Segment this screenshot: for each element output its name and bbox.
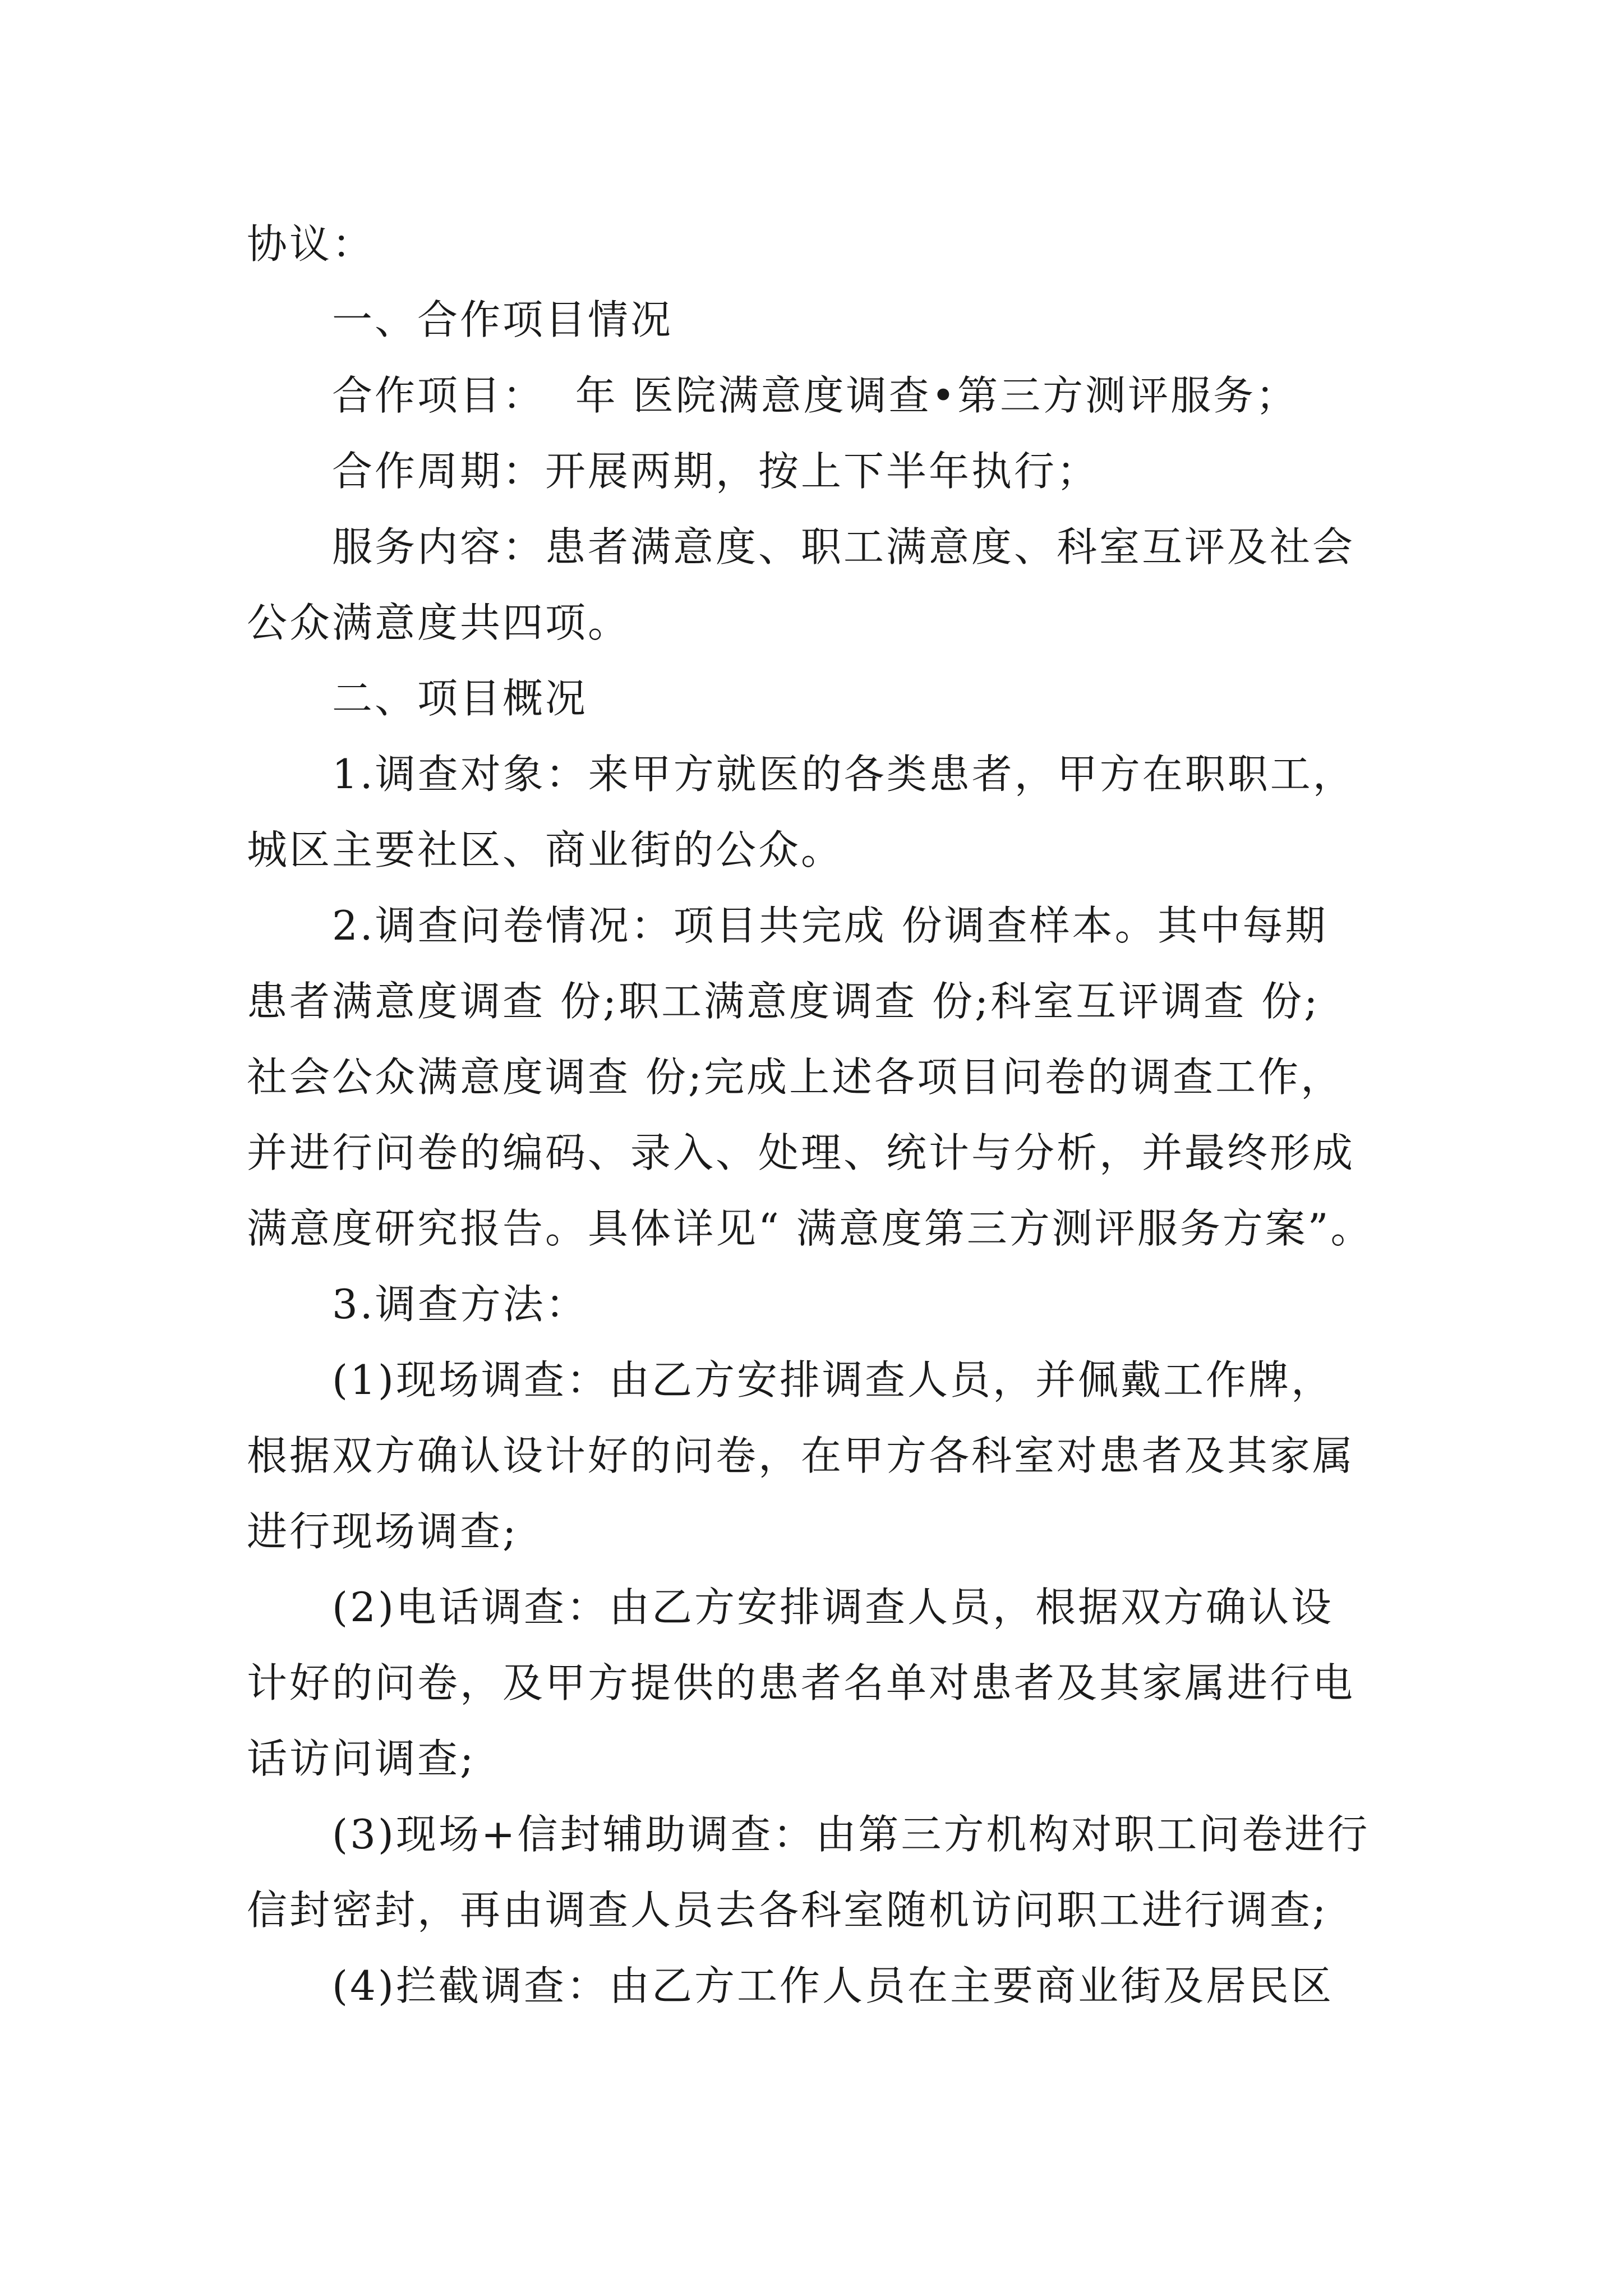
text-line-agreement: 协议： [247, 220, 375, 268]
heading-cooperation-project: 一、合作项目情况 [332, 296, 674, 343]
text-line-onsite-survey: (1)现场调查：由乙方安排调查人员，并佩戴工作牌， [332, 1356, 1334, 1404]
text-line-questionnaire: 2.调查问卷情况：项目共完成 份调查样本。其中每期 [332, 902, 1328, 949]
text-line-questionnaire-3: 社会公众满意度调查 份;完成上述各项目问卷的调查工作， [247, 1053, 1344, 1101]
text-line-service-content: 服务内容：患者满意度、职工满意度、科室互评及社会 [332, 523, 1355, 570]
text-line-envelope-survey-2: 信封密封，再由调查人员去各科室随机访问职工进行调查; [247, 1887, 1329, 1934]
text-line-phone-survey: (2)电话调查：由乙方安排调查人员，根据双方确认设 [332, 1584, 1334, 1631]
text-line-questionnaire-5: 满意度研究报告。具体详见“ 满意度第三方测评服务方案”。 [247, 1205, 1373, 1252]
heading-survey-methods: 3.调查方法： [332, 1281, 588, 1328]
text-line-onsite-survey-3: 进行现场调查; [247, 1508, 519, 1555]
text-line-phone-survey-2: 计好的问卷，及甲方提供的患者名单对患者及其家属进行电 [247, 1659, 1355, 1706]
text-line-survey-subjects: 1.调查对象：来甲方就医的各类患者，甲方在职职工， [332, 751, 1355, 798]
text-line-service-content-cont: 公众满意度共四项。 [247, 599, 631, 646]
text-line-period: 合作周期：开展两期，按上下半年执行； [332, 448, 1100, 495]
text-line-intercept-survey: (4)拦截调查：由乙方工作人员在主要商业街及居民区 [332, 1962, 1334, 2009]
text-line-project: 合作项目： 年 医院满意度调查•第三方测评服务； [332, 372, 1299, 419]
text-line-questionnaire-4: 并进行问卷的编码、录入、处理、统计与分析，并最终形成 [247, 1129, 1355, 1176]
text-line-questionnaire-2: 患者满意度调查 份;职工满意度调查 份;科室互评调查 份; [247, 978, 1320, 1025]
text-line-envelope-survey: (3)现场+信封辅助调查：由第三方机构对职工问卷进行 [332, 1811, 1370, 1858]
heading-project-overview: 二、项目概况 [332, 675, 588, 722]
text-line-phone-survey-3: 话访问调查; [247, 1735, 476, 1782]
text-line-survey-subjects-cont: 城区主要社区、商业街的公众。 [247, 826, 844, 873]
text-line-onsite-survey-2: 根据双方确认设计好的问卷，在甲方各科室对患者及其家属 [247, 1432, 1355, 1479]
